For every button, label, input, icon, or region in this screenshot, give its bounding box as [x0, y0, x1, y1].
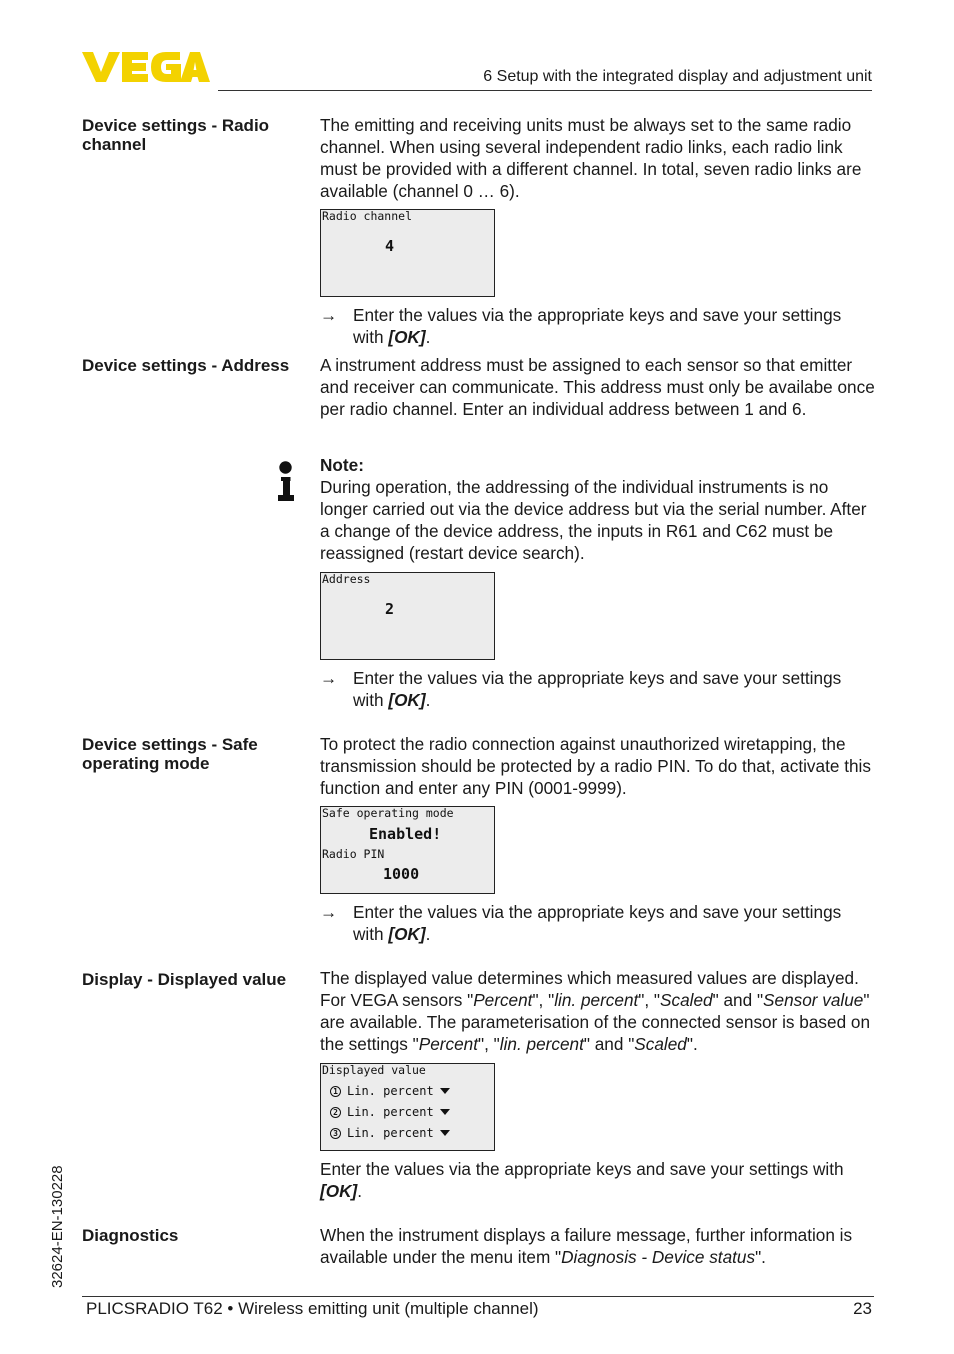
note-text: During operation, the addressing of the individual instruments is no longer carried out via the device address but via the serial number. After a change of the device address, the inputs in R61 and C62 must be reassigned (restart device search).: [320, 477, 867, 563]
italic-term: Sensor value: [763, 990, 864, 1010]
info-note-icon: [277, 461, 294, 503]
dropdown-triangle-icon: [440, 1109, 450, 1115]
italic-term: lin. percent: [554, 990, 639, 1010]
italic-term: Scaled: [634, 1034, 687, 1054]
display-value: Enabled!: [369, 825, 442, 843]
display-value: 2: [385, 600, 395, 618]
text-run: " are available. The parameterisation of the connected sensor is based on the settings ": [320, 990, 871, 1054]
vega-logo: [82, 50, 210, 84]
italic-term: Percent: [473, 990, 533, 1010]
display-value-pin: 1000: [383, 865, 420, 883]
address-instruction: [320, 667, 876, 711]
footer-divider: [82, 1296, 874, 1297]
arrow-icon: →: [320, 305, 338, 325]
displayed-value-instruction: [320, 1158, 876, 1202]
text-run: " and ": [583, 1034, 635, 1054]
note-title: Note:: [320, 455, 364, 475]
text-run: ".: [755, 1247, 766, 1267]
displayed-value-text: [320, 967, 876, 1055]
heading-diagnostics: Diagnostics: [82, 1226, 179, 1245]
heading-safe-operating-mode: Device settings - Safe operating mode: [82, 735, 258, 773]
displayed-value-display: [320, 1063, 495, 1151]
text-run: ", ": [638, 990, 661, 1010]
radio-channel-display: [320, 209, 495, 297]
circled-number-icon: 3: [330, 1128, 341, 1139]
ok-key: [OK]: [320, 1181, 358, 1201]
display-caption-pin: Radio PIN: [322, 847, 385, 861]
display-caption: Address: [322, 572, 371, 586]
instruction-text: Enter the values via the appropriate keys and save your settings with: [320, 1159, 844, 1179]
safe-instruction: [320, 901, 876, 945]
italic-term: Diagnosis - Device status: [561, 1247, 756, 1267]
row-label: Lin. percent: [347, 1084, 434, 1098]
display-row: [330, 1105, 450, 1119]
arrow-icon: →: [320, 668, 338, 688]
text-run: When the instrument displays a failure message, further information is available under the menu item ": [320, 1225, 853, 1267]
display-caption: Displayed value: [322, 1063, 426, 1077]
ok-key: [OK]: [388, 924, 426, 944]
display-row: [330, 1084, 450, 1098]
text-run: ", ": [478, 1034, 500, 1054]
radio-channel-text: The emitting and receiving units must be always set to the same radio channel. When using several independent radio links, each radio link must be provided with a different channel. In total, seven radio links are available (channel 0 … 6).: [320, 115, 862, 201]
safe-mode-text: To protect the radio connection against unauthorized wiretapping, the transmission should be protected by a radio PIN. To do that, activate this function and enter any PIN (0001-9999).: [320, 734, 871, 798]
display-value: 4: [385, 237, 395, 255]
header-divider: [218, 90, 872, 91]
instruction-text: Enter the values via the appropriate keys and save your settings with: [353, 902, 842, 944]
dropdown-triangle-icon: [440, 1088, 450, 1094]
text-run: The displayed value determines which measured values are displayed. For VEGA sensors ": [320, 968, 859, 1010]
row-label: Lin. percent: [347, 1105, 434, 1119]
text-run: " and ": [712, 990, 764, 1010]
diagnostics-text: [320, 1224, 876, 1268]
safe-mode-display: [320, 806, 495, 894]
period: .: [425, 327, 431, 347]
text-run: ".: [686, 1034, 698, 1054]
heading-radio-channel: Device settings - Radio channel: [82, 116, 270, 154]
circled-number-icon: 1: [330, 1086, 341, 1097]
address-display: [320, 572, 495, 660]
page-number: 23: [853, 1299, 872, 1318]
display-caption: Safe operating mode: [322, 806, 454, 820]
document-code-text: 32624-EN-130228: [49, 1165, 66, 1288]
circled-number-icon: 2: [330, 1107, 341, 1118]
italic-term: Scaled: [660, 990, 713, 1010]
arrow-icon: →: [320, 902, 338, 922]
heading-address: Device settings - Address: [82, 356, 290, 375]
italic-term: lin. percent: [499, 1034, 584, 1054]
address-text: A instrument address must be assigned to each sensor so that emitter and receiver can communicate. This address must only be availabe once per radio channel. Enter an individual address between 1 and 6.: [320, 355, 875, 419]
dropdown-triangle-icon: [440, 1130, 450, 1136]
footer-title: PLICSRADIO T62 • Wireless emitting unit (multiple channel): [86, 1299, 539, 1318]
text-run: ", ": [532, 990, 555, 1010]
display-row: [330, 1126, 450, 1140]
ok-key: [OK]: [388, 327, 426, 347]
instruction-text: Enter the values via the appropriate keys and save your settings with: [353, 305, 842, 347]
period: .: [425, 924, 431, 944]
instruction-text: Enter the values via the appropriate keys and save your settings with: [353, 668, 842, 710]
ok-key: [OK]: [388, 690, 426, 710]
document-code: [46, 1140, 66, 1290]
period: .: [357, 1181, 363, 1201]
italic-term: Percent: [418, 1034, 479, 1054]
header-section-title: 6 Setup with the integrated display and adjustment unit: [483, 68, 872, 85]
row-label: Lin. percent: [347, 1126, 434, 1140]
heading-displayed-value: Display - Displayed value: [82, 970, 287, 989]
period: .: [425, 690, 431, 710]
display-caption: Radio channel: [322, 209, 413, 223]
radio-instruction: [320, 304, 876, 348]
